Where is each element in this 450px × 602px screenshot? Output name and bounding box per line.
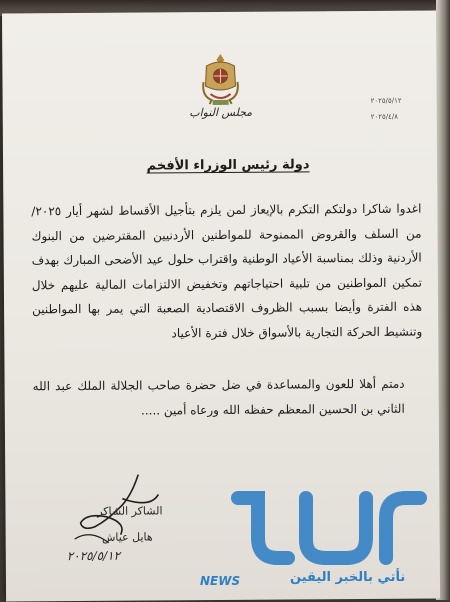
letter-paragraph-1: اغدوا شاكرا دولتكم التكرم بالإيعاز لمن يلزم بتأجيل الأقساط لشهر أيار ٢٠٢٥/ من السلف والقروض الممنوحة للمواطنين الأردنيين المقترضين من البنوك الأردنية وذلك بمناسبة الأعياد الوطنية واقتراب حلول عيد الأضحى المبارك بهدف تمكين المواطنين من تلبية احتياجاتهم وتخفيض الالتزامات المالية عليهم خلال هذه الفترة وأيضا بسبب الظروف الاقتصادية الصعبة التي يمر بها المواطنين وتنشيط الحركة التجارية بالأسواق خلال فترة الأعياد [31, 201, 423, 340]
jordan-emblem-icon [197, 52, 243, 108]
handwritten-date: ٢٠٢٥/٥/١٢ [66, 548, 121, 564]
signer-name: هايل عياش [101, 530, 153, 544]
watermark-arabic: نأتي بالخبر اليقين [290, 570, 406, 585]
date-line-1: ٢٠٢٥/٥/١٢ [370, 96, 402, 105]
letter-paragraph-2: دمتم أهلا للعون والمساعدة في ضل حضرة صاحب الجلالة الملك عبد الله الثاني بن الحسين المعظم حفظه الله ورعاه أمين ..... [32, 376, 405, 418]
closing-phrase: الشاكر الشاكر [97, 504, 163, 518]
letter-body [31, 197, 423, 424]
recipient-heading: دولة رئيس الوزراء الأفخم [146, 157, 310, 174]
date-line-2: ٢٠٢٥/٤/٨ [370, 112, 399, 121]
news-logo-icon [228, 488, 428, 568]
watermark-english: NEWS [200, 574, 241, 588]
council-name: مجلس النواب [189, 105, 253, 120]
signature-block [60, 468, 171, 569]
